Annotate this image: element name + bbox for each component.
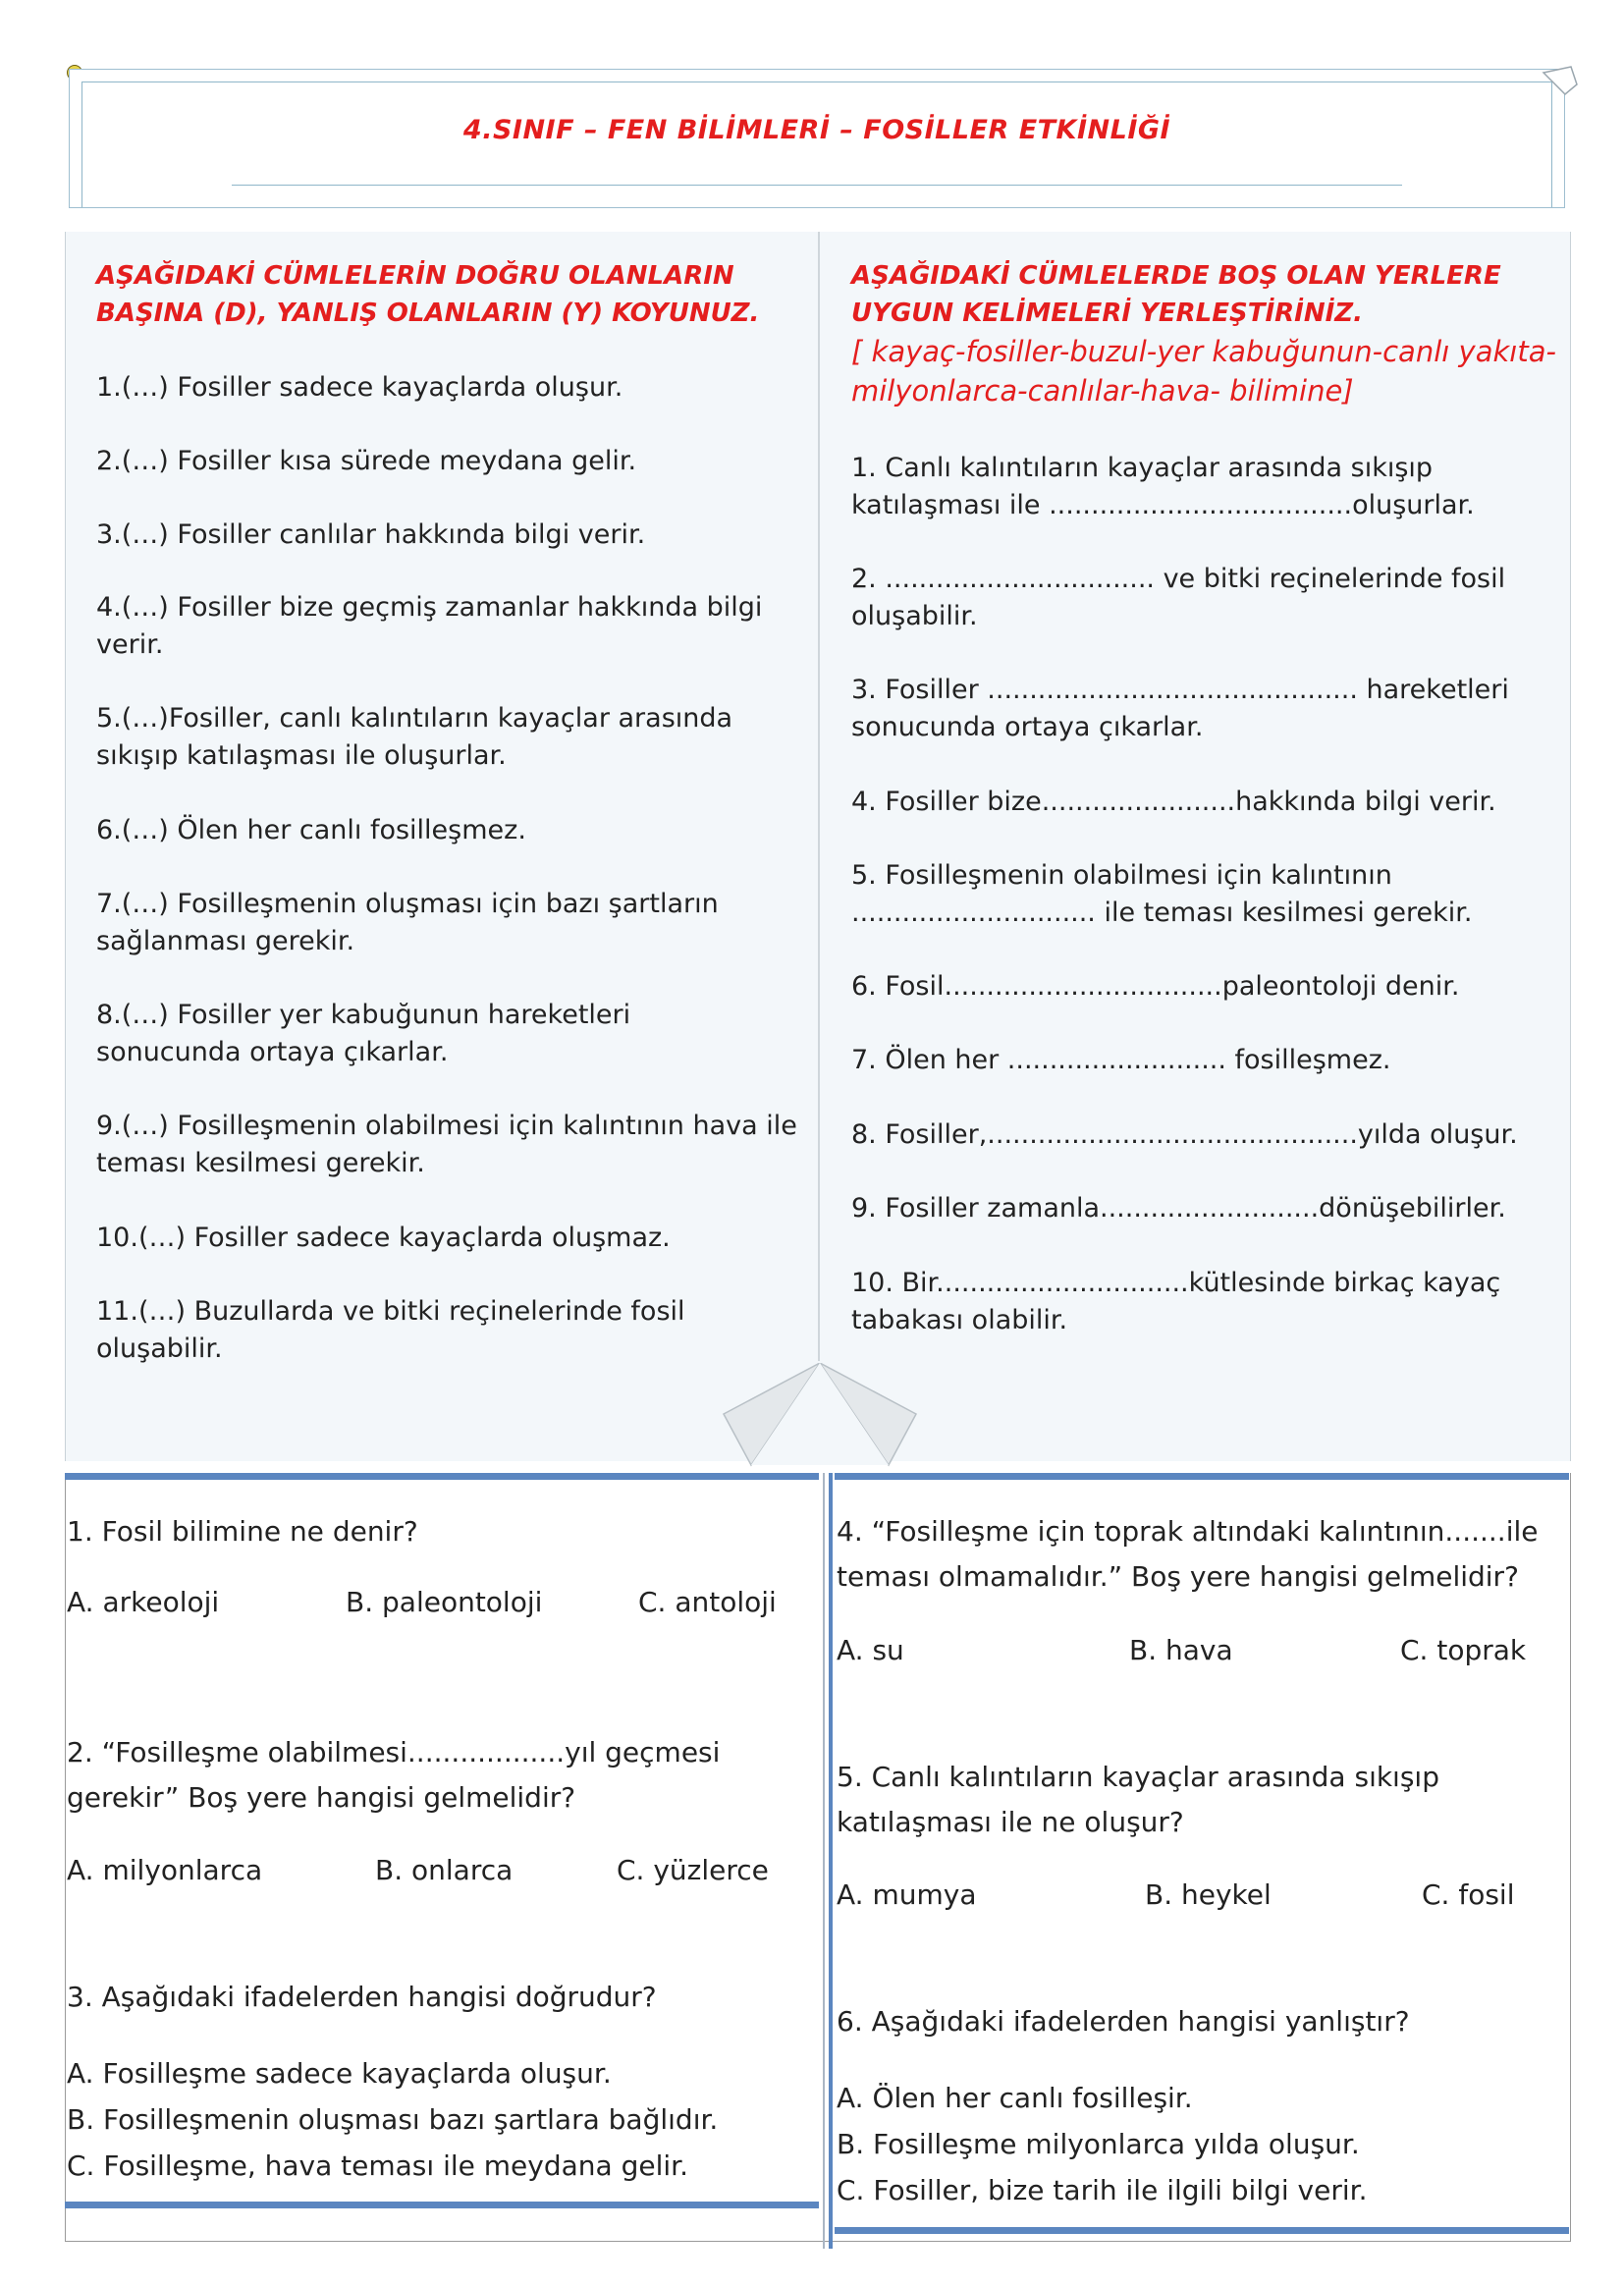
q6-option-b[interactable]: B. Fosilleşme milyonlarca yılda oluşur. [837, 2128, 1360, 2160]
q5-option-c[interactable]: C. fosil [1422, 1878, 1515, 1911]
tf-item-9: 9.(…) Fosilleşmenin olabilmesi için kalıntının hava ile teması kesilmesi gerekir. [96, 1111, 797, 1178]
q6-option-c[interactable]: C. Fosiller, bize tarih ile ilgili bilgi verir. [837, 2174, 1368, 2206]
q2-option-a[interactable]: A. milyonlarca [67, 1854, 263, 1886]
q4-option-b[interactable]: B. hava [1129, 1634, 1233, 1666]
quiz-top-bar-right [835, 1473, 1569, 1480]
tf-item-10: 10.(…) Fosiller sadece kayaçlarda oluşmaz. [96, 1223, 671, 1253]
q2-question: 2. “Fosilleşme olabilmesi..................yıl geçmesi gerekir” Boş yere hangisi gelmelidir? [67, 1736, 721, 1814]
q3-option-b[interactable]: B. Fosilleşmenin oluşması bazı şartlara bağlıdır. [67, 2103, 719, 2136]
tf-item-4: 4.(…) Fosiller bize geçmiş zamanlar hakkında bilgi verir. [96, 592, 763, 660]
fill-item-5: 5. Fosilleşmenin olabilmesi için kalıntının ............................. ile teması kesilmesi gerekir. [851, 860, 1473, 928]
fill-blank-instruction: AŞAĞIDAKİ CÜMLELERDE BOŞ OLAN YERLERE UYGUN KELİMELERİ YERLEŞTİRİNİZ. [851, 261, 1501, 328]
q3-options [67, 2050, 823, 2189]
quiz-divider [829, 1473, 833, 2249]
bubble-tail [722, 1363, 918, 1471]
q1-option-c[interactable]: C. antoloji [638, 1586, 777, 1618]
tf-item-7: 7.(…) Fosilleşmenin oluşması için bazı şartların sağlanması gerekir. [96, 889, 719, 956]
q2-options [67, 1854, 823, 1893]
q1-options [67, 1586, 823, 1625]
quiz-top-bar-left [65, 1473, 819, 1480]
q6-option-a[interactable]: A. Ölen her canlı fosilleşir. [837, 2082, 1193, 2114]
quiz-bottom-bar-left [65, 2202, 819, 2208]
tf-item-1: 1.(…) Fosiller sadece kayaçlarda oluşur. [96, 372, 623, 403]
q2-option-c[interactable]: C. yüzlerce [617, 1854, 769, 1886]
q5-option-b[interactable]: B. heykel [1145, 1878, 1272, 1911]
worksheet-title: 4.SINIF – FEN BİLİMLERİ – FOSİLLER ETKİNLİĞİ [462, 115, 1171, 145]
q6-question: 6. Aşağıdaki ifadelerden hangisi yanlıştır? [837, 2005, 1410, 2038]
title-banner [69, 69, 1565, 208]
fill-item-4: 4. Fosiller bize.......................hakkında bilgi verir. [851, 787, 1496, 817]
fill-item-7: 7. Ölen her .......................... fosilleşmez. [851, 1045, 1391, 1075]
q5-option-a[interactable]: A. mumya [837, 1878, 977, 1911]
q2-option-b[interactable]: B. onlarca [375, 1854, 514, 1886]
q4-option-a[interactable]: A. su [837, 1634, 904, 1666]
fill-item-3: 3. Fosiller ............................................ hareketleri sonucunda ortaya çıkarlar. [851, 675, 1509, 742]
q4-question: 4. “Fosilleşme için toprak altındaki kalıntının.......ile teması olmamalıdır.” Boş yere hangisi gelmelidir? [837, 1515, 1539, 1593]
tf-item-5: 5.(…)Fosiller, canlı kalıntıların kayaçlar arasında sıkışıp katılaşması ile oluşurlar. [96, 703, 733, 771]
tf-item-6: 6.(…) Ölen her canlı fosilleşmez. [96, 815, 526, 845]
fill-item-8: 8. Fosiller,............................................yılda oluşur. [851, 1119, 1518, 1150]
q3-option-c[interactable]: C. Fosilleşme, hava teması ile meydana gelir. [67, 2149, 688, 2182]
word-bank: [ kayaç-fosiller-buzul-yer kabuğunun-canlı yakıta-milyonlarca-canlılar-hava- bilimine] [851, 335, 1556, 408]
page-curl-icon [1542, 65, 1581, 104]
q1-option-a[interactable]: A. arkeoloji [67, 1586, 220, 1618]
q5-question: 5. Canlı kalıntıların kayaçlar arasında sıkışıp katılaşması ile ne oluşur? [837, 1761, 1439, 1838]
tf-item-2: 2.(…) Fosiller kısa sürede meydana gelir. [96, 446, 637, 476]
q1-option-b[interactable]: B. paleontoloji [346, 1586, 543, 1618]
title-underline [232, 185, 1402, 186]
fill-item-6: 6. Fosil.................................paleontoloji denir. [851, 971, 1460, 1002]
quiz-bottom-bar-right [835, 2227, 1569, 2234]
tf-item-3: 3.(…) Fosiller canlılar hakkında bilgi verir. [96, 519, 646, 550]
q3-question: 3. Aşağıdaki ifadelerden hangisi doğrudur? [67, 1981, 657, 2013]
tf-item-8: 8.(…) Fosiller yer kabuğunun hareketleri sonucunda ortaya çıkarlar. [96, 1000, 631, 1067]
quiz-divider-thin [823, 1473, 825, 2249]
q4-options [837, 1634, 1568, 1673]
tf-item-11: 11.(…) Buzullarda ve bitki reçinelerinde fosil oluşabilir. [96, 1296, 685, 1364]
q6-options [837, 2075, 1568, 2213]
q4-option-c[interactable]: C. toprak [1400, 1634, 1527, 1666]
q5-options [837, 1878, 1568, 1918]
fill-item-2: 2. ................................ ve bitki reçinelerinde fosil oluşabilir. [851, 564, 1506, 631]
true-false-instruction: AŞAĞIDAKİ CÜMLELERİN DOĞRU OLANLARIN BAŞINA (D), YANLIŞ OLANLARIN (Y) KOYUNUZ. [96, 261, 760, 328]
q1-question: 1. Fosil bilimine ne denir? [67, 1515, 418, 1548]
q3-option-a[interactable]: A. Fosilleşme sadece kayaçlarda oluşur. [67, 2057, 612, 2090]
fill-item-9: 9. Fosiller zamanla..........................dönüşebilirler. [851, 1193, 1506, 1224]
fill-item-1: 1. Canlı kalıntıların kayaçlar arasında sıkışıp katılaşması ile ....................................oluşurlar. [851, 453, 1475, 520]
fill-item-10: 10. Bir..............................kütlesinde birkaç kayaç tabakası olabilir. [851, 1268, 1501, 1335]
